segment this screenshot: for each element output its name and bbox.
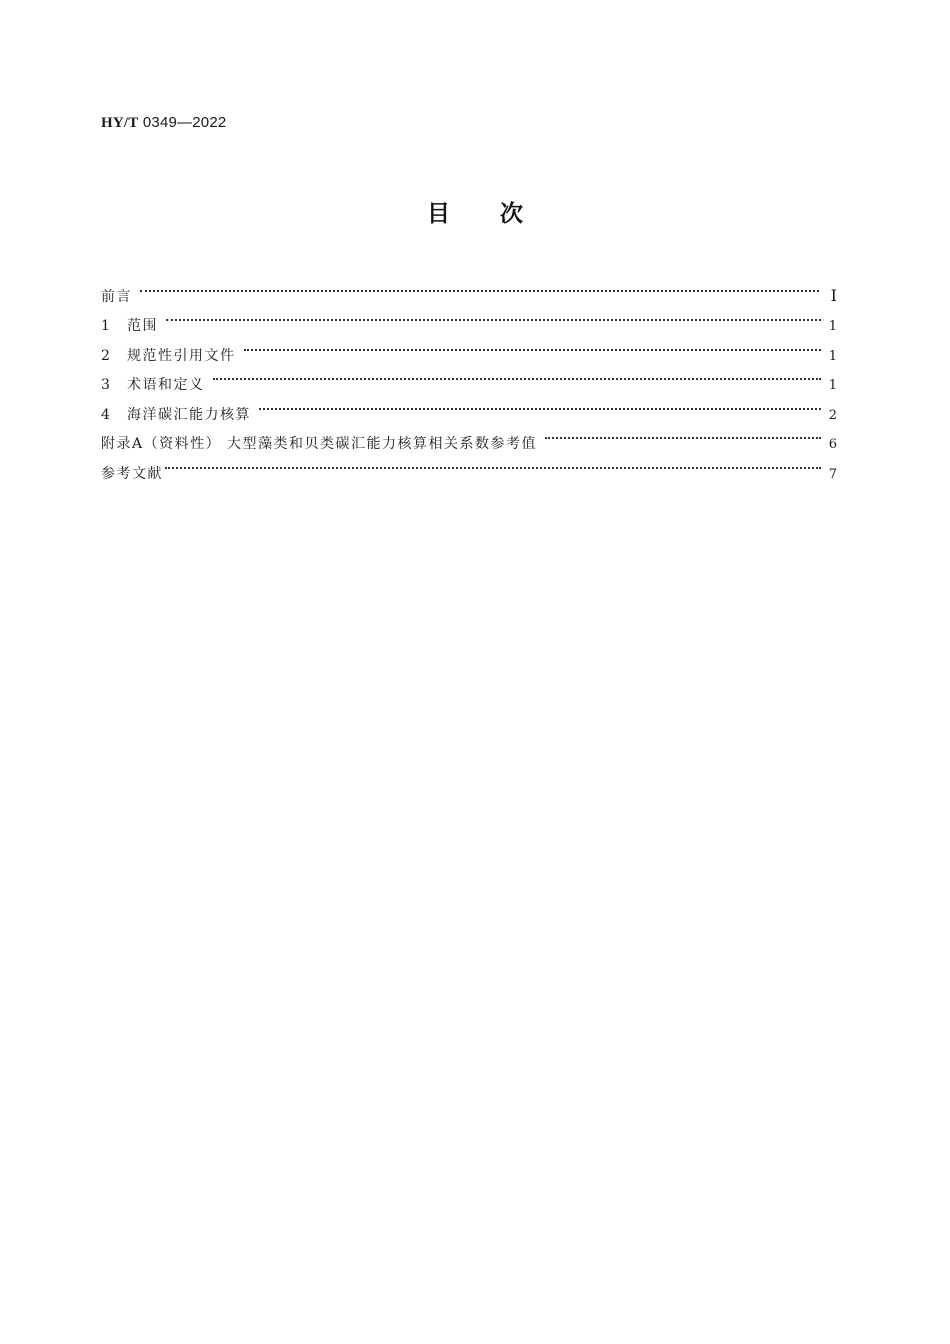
- toc-entry-bibliography[interactable]: [101, 448, 837, 482]
- toc-entry-scope[interactable]: [101, 301, 837, 334]
- toc-entry-page: Ⅰ: [830, 285, 837, 305]
- standard-code: [101, 114, 226, 132]
- toc-entry-label: 前言: [101, 288, 132, 305]
- toc-entry-page: 1: [828, 348, 837, 364]
- toc-entry-label: 海洋碳汇能力核算: [127, 406, 251, 423]
- page-title: [0, 195, 950, 228]
- toc-entry-number: 2: [101, 347, 110, 364]
- dot-leader: [166, 301, 821, 331]
- toc-entry-carbon-sink-accounting[interactable]: [101, 389, 837, 423]
- toc-entry-page: 7: [828, 466, 837, 482]
- standard-number: 0349—2022: [142, 114, 227, 131]
- toc-entry-label: 术语和定义: [127, 377, 205, 393]
- toc-entry-number: 4: [101, 406, 110, 423]
- toc-entry-label: 规范性引用文件: [127, 347, 236, 364]
- toc-entry-page: 1: [828, 319, 837, 334]
- toc-entry-label: 附录A（资料性） 大型藻类和贝类碳汇能力核算相关系数参考值: [101, 436, 538, 452]
- dot-leader: [140, 271, 819, 301]
- table-of-contents: [101, 271, 837, 482]
- standard-prefix: HY/T: [101, 115, 139, 131]
- toc-entry-page: 1: [828, 378, 837, 393]
- dot-leader: [545, 419, 821, 449]
- dot-leader: [259, 389, 821, 419]
- toc-entry-normative-references[interactable]: [101, 330, 837, 364]
- toc-entry-page: 2: [828, 407, 837, 423]
- toc-entry-page: 6: [828, 437, 837, 452]
- dot-leader: [165, 448, 821, 478]
- toc-entry-number: 1: [101, 318, 110, 334]
- title-char-2: 次: [500, 201, 523, 227]
- toc-entry-foreword[interactable]: [101, 271, 837, 305]
- dot-leader: [244, 330, 822, 360]
- dot-leader: [213, 360, 822, 390]
- toc-entry-label: 范围: [127, 318, 158, 334]
- title-char-1: 目: [427, 201, 450, 227]
- toc-entry-label: 参考文献: [101, 465, 163, 482]
- toc-entry-number: 3: [101, 377, 110, 393]
